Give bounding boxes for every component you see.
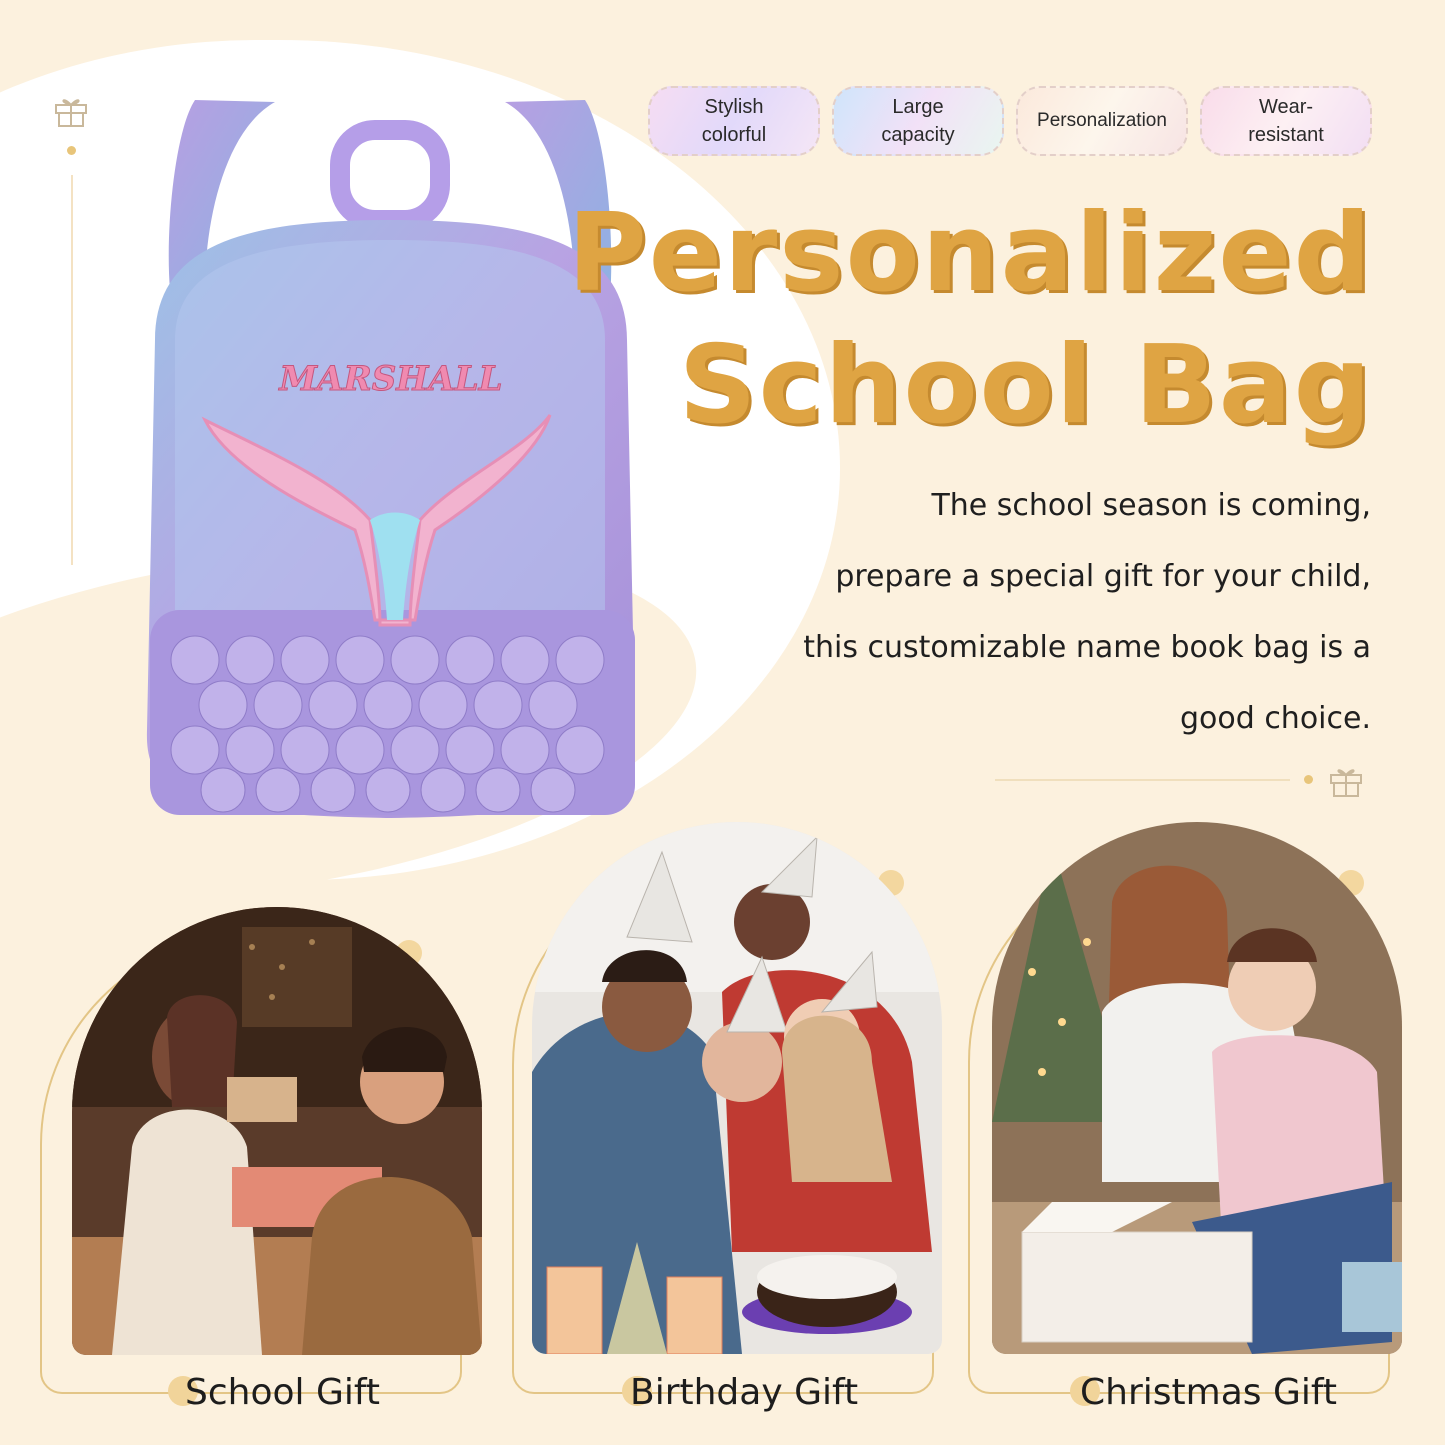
gift-icon (53, 92, 89, 128)
decor-line (995, 779, 1290, 781)
tag-capacity (832, 86, 1004, 156)
title-line-2: School Bag (678, 323, 1373, 448)
feature-tags (648, 86, 1372, 156)
school-gift-photo (72, 907, 482, 1355)
tag-label: Large capacity (881, 96, 955, 146)
gift-icon (1328, 762, 1364, 798)
tag-wear (1200, 86, 1372, 156)
embroidered-name: MARSHALL (279, 359, 503, 399)
birthday-gift-photo (532, 822, 942, 1354)
christmas-gift-photo (992, 822, 1402, 1354)
description (751, 470, 1371, 754)
tag-label: Stylish colorful (701, 96, 767, 146)
decor-dot (67, 146, 76, 155)
description-line: this customizable name book bag is a (803, 630, 1371, 665)
caption-christmas-gift: Christmas Gift (1080, 1372, 1338, 1413)
description-line: good choice. (1179, 701, 1371, 736)
title-line-1: Personalized (567, 191, 1373, 316)
caption-school-gift: School Gift (185, 1372, 381, 1413)
page-title (568, 188, 1373, 452)
caption-birthday-gift: Birthday Gift (630, 1372, 859, 1413)
decor-dot (1304, 775, 1313, 784)
decor-line (71, 175, 73, 565)
description-line: prepare a special gift for your child, (835, 559, 1371, 594)
description-line: The school season is coming, (931, 488, 1371, 523)
tag-label: Wear- resistant (1248, 96, 1324, 146)
tag-personalization (1016, 86, 1188, 156)
tag-stylish (648, 86, 820, 156)
tag-label: Personalization (1037, 110, 1167, 131)
